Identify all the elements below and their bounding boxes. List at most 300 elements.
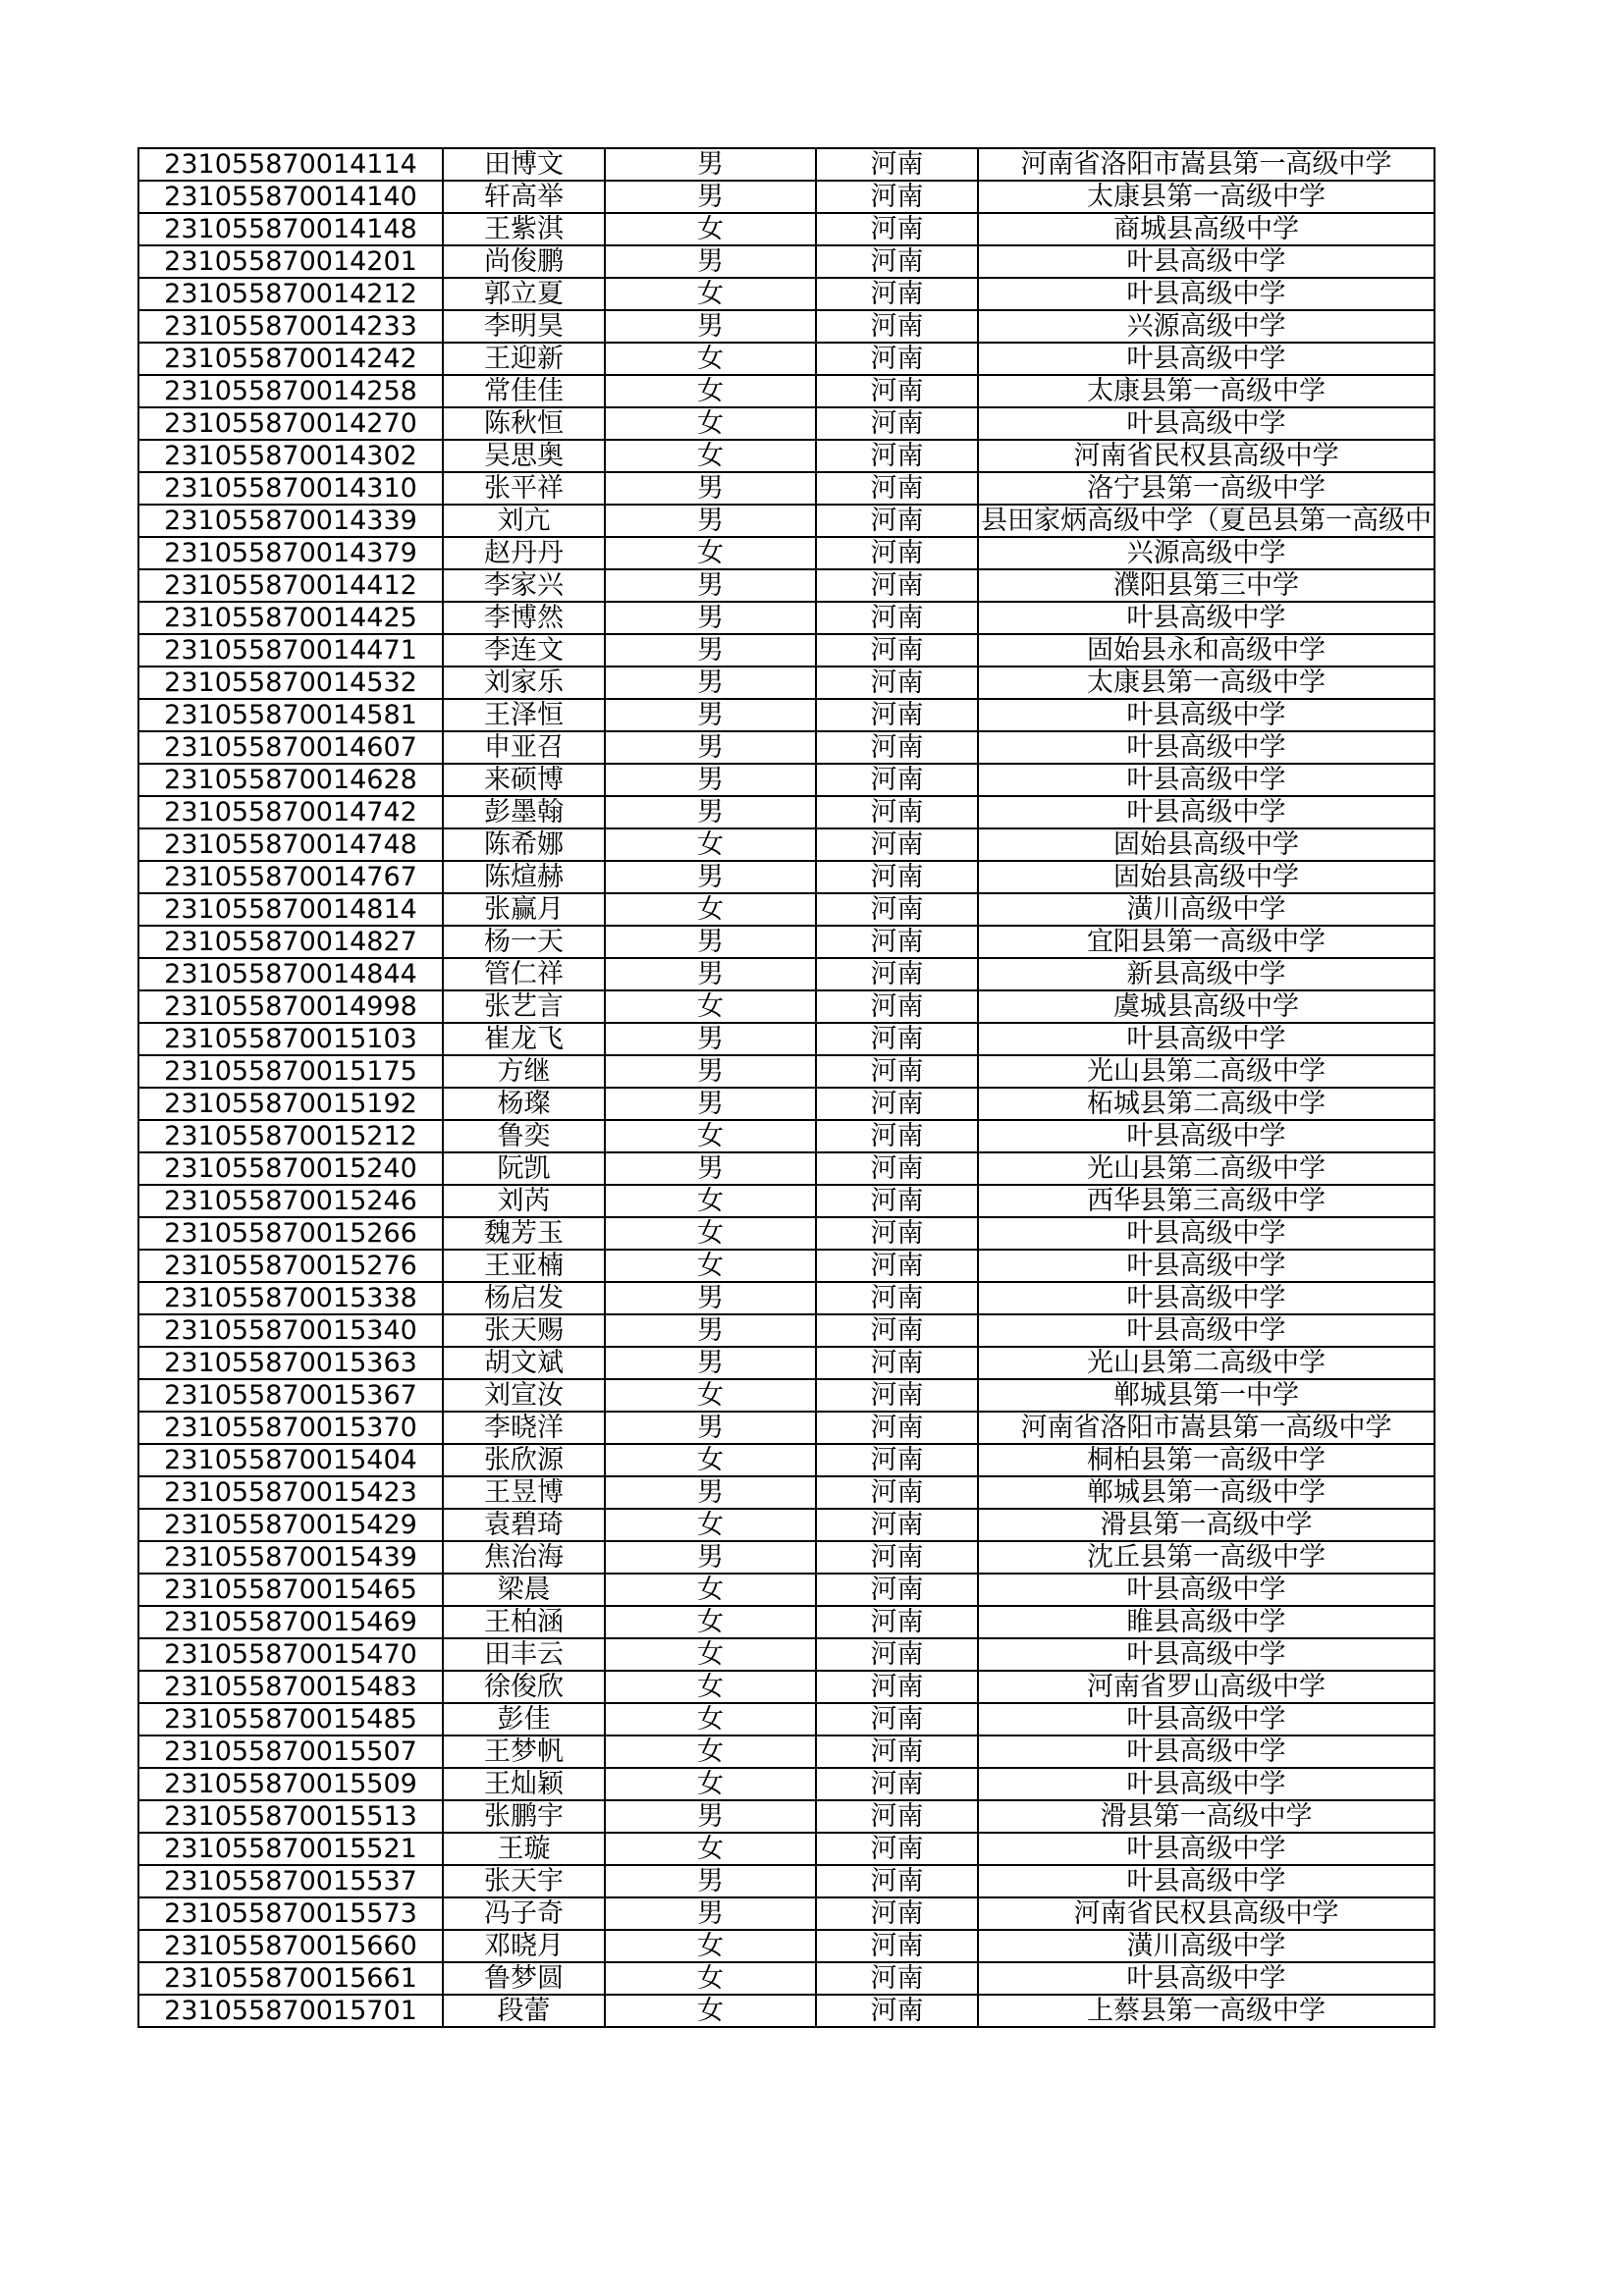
student-name-cell: 方继 bbox=[443, 1055, 605, 1088]
school-cell: 固始县高级中学 bbox=[978, 861, 1435, 893]
gender-cell: 男 bbox=[605, 1347, 816, 1379]
school-cell: 叶县高级中学 bbox=[978, 764, 1435, 796]
gender-cell: 女 bbox=[605, 1379, 816, 1412]
province-cell: 河南 bbox=[816, 1833, 978, 1865]
table-row bbox=[138, 1897, 1435, 1930]
candidate-id-cell: 231055870015246 bbox=[138, 1185, 443, 1217]
table-row bbox=[138, 1671, 1435, 1703]
table-row bbox=[138, 213, 1435, 245]
candidate-id-cell: 231055870015509 bbox=[138, 1768, 443, 1800]
table-row bbox=[138, 1833, 1435, 1865]
student-name-cell: 张鹏宇 bbox=[443, 1800, 605, 1833]
province-cell: 河南 bbox=[816, 1768, 978, 1800]
school-cell: 潢川高级中学 bbox=[978, 1930, 1435, 1962]
school-cell: 上蔡县第一高级中学 bbox=[978, 1995, 1435, 2027]
candidate-id-cell: 231055870015469 bbox=[138, 1606, 443, 1638]
table-row bbox=[138, 472, 1435, 505]
student-name-cell: 王迎新 bbox=[443, 343, 605, 375]
student-name-cell: 轩高举 bbox=[443, 181, 605, 213]
school-cell: 叶县高级中学 bbox=[978, 796, 1435, 828]
student-name-cell: 李博然 bbox=[443, 602, 605, 634]
student-name-cell: 彭佳 bbox=[443, 1703, 605, 1735]
gender-cell: 女 bbox=[605, 1185, 816, 1217]
school-cell: 濮阳县第三中学 bbox=[978, 569, 1435, 602]
gender-cell: 女 bbox=[605, 893, 816, 926]
table-row bbox=[138, 1930, 1435, 1962]
student-name-cell: 王亚楠 bbox=[443, 1250, 605, 1282]
table-row bbox=[138, 569, 1435, 602]
province-cell: 河南 bbox=[816, 1120, 978, 1152]
student-name-cell: 胡文斌 bbox=[443, 1347, 605, 1379]
table-row bbox=[138, 1800, 1435, 1833]
province-cell: 河南 bbox=[816, 764, 978, 796]
gender-cell: 男 bbox=[605, 926, 816, 958]
student-name-cell: 王紫淇 bbox=[443, 213, 605, 245]
province-cell: 河南 bbox=[816, 1930, 978, 1962]
school-cell: 叶县高级中学 bbox=[978, 1120, 1435, 1152]
candidate-id-cell: 231055870015701 bbox=[138, 1995, 443, 2027]
student-name-cell: 李连文 bbox=[443, 634, 605, 667]
candidate-id-cell: 231055870015266 bbox=[138, 1217, 443, 1250]
roster-table-body bbox=[138, 148, 1435, 2027]
gender-cell: 男 bbox=[605, 764, 816, 796]
school-cell: 太康县第一高级中学 bbox=[978, 181, 1435, 213]
table-row bbox=[138, 310, 1435, 343]
table-row bbox=[138, 148, 1435, 181]
gender-cell: 女 bbox=[605, 440, 816, 472]
province-cell: 河南 bbox=[816, 1509, 978, 1541]
gender-cell: 男 bbox=[605, 731, 816, 764]
province-cell: 河南 bbox=[816, 861, 978, 893]
gender-cell: 女 bbox=[605, 990, 816, 1023]
table-row bbox=[138, 1476, 1435, 1509]
candidate-id-cell: 231055870014742 bbox=[138, 796, 443, 828]
gender-cell: 男 bbox=[605, 861, 816, 893]
student-name-cell: 申亚召 bbox=[443, 731, 605, 764]
gender-cell: 女 bbox=[605, 1930, 816, 1962]
candidate-id-cell: 231055870015439 bbox=[138, 1541, 443, 1574]
province-cell: 河南 bbox=[816, 893, 978, 926]
student-name-cell: 杨启发 bbox=[443, 1282, 605, 1314]
province-cell: 河南 bbox=[816, 181, 978, 213]
gender-cell: 男 bbox=[605, 634, 816, 667]
school-cell: 叶县高级中学 bbox=[978, 1574, 1435, 1606]
school-cell: 兴源高级中学 bbox=[978, 310, 1435, 343]
province-cell: 河南 bbox=[816, 1347, 978, 1379]
candidate-id-cell: 231055870015507 bbox=[138, 1735, 443, 1768]
province-cell: 河南 bbox=[816, 667, 978, 699]
province-cell: 河南 bbox=[816, 1800, 978, 1833]
table-row bbox=[138, 1541, 1435, 1574]
gender-cell: 女 bbox=[605, 1703, 816, 1735]
gender-cell: 男 bbox=[605, 1897, 816, 1930]
student-name-cell: 张天宇 bbox=[443, 1865, 605, 1897]
gender-cell: 男 bbox=[605, 602, 816, 634]
school-cell: 叶县高级中学 bbox=[978, 245, 1435, 278]
gender-cell: 男 bbox=[605, 245, 816, 278]
province-cell: 河南 bbox=[816, 1055, 978, 1088]
school-cell: 叶县高级中学 bbox=[978, 602, 1435, 634]
candidate-id-cell: 231055870014998 bbox=[138, 990, 443, 1023]
school-cell: 滑县第一高级中学 bbox=[978, 1800, 1435, 1833]
school-cell: 叶县高级中学 bbox=[978, 1703, 1435, 1735]
gender-cell: 男 bbox=[605, 796, 816, 828]
gender-cell: 女 bbox=[605, 375, 816, 407]
province-cell: 河南 bbox=[816, 440, 978, 472]
student-name-cell: 尚俊鹏 bbox=[443, 245, 605, 278]
student-name-cell: 张艺言 bbox=[443, 990, 605, 1023]
student-name-cell: 梁晨 bbox=[443, 1574, 605, 1606]
table-row bbox=[138, 407, 1435, 440]
table-row bbox=[138, 1995, 1435, 2027]
student-name-cell: 田博文 bbox=[443, 148, 605, 181]
table-row bbox=[138, 375, 1435, 407]
school-cell: 叶县高级中学 bbox=[978, 731, 1435, 764]
table-row bbox=[138, 1638, 1435, 1671]
candidate-id-cell: 231055870014412 bbox=[138, 569, 443, 602]
gender-cell: 女 bbox=[605, 1574, 816, 1606]
table-row bbox=[138, 1962, 1435, 1995]
school-cell: 光山县第二高级中学 bbox=[978, 1055, 1435, 1088]
student-name-cell: 刘宣汝 bbox=[443, 1379, 605, 1412]
table-row bbox=[138, 1412, 1435, 1444]
school-cell: 叶县高级中学 bbox=[978, 1865, 1435, 1897]
student-name-cell: 张平祥 bbox=[443, 472, 605, 505]
candidate-id-cell: 231055870014302 bbox=[138, 440, 443, 472]
student-name-cell: 李家兴 bbox=[443, 569, 605, 602]
gender-cell: 男 bbox=[605, 569, 816, 602]
school-cell: 叶县高级中学 bbox=[978, 1735, 1435, 1768]
student-name-cell: 王梦帆 bbox=[443, 1735, 605, 1768]
student-name-cell: 杨一天 bbox=[443, 926, 605, 958]
gender-cell: 女 bbox=[605, 1995, 816, 2027]
province-cell: 河南 bbox=[816, 828, 978, 861]
gender-cell: 男 bbox=[605, 1800, 816, 1833]
table-row bbox=[138, 1509, 1435, 1541]
candidate-id-cell: 231055870014270 bbox=[138, 407, 443, 440]
province-cell: 河南 bbox=[816, 343, 978, 375]
school-cell: 叶县高级中学 bbox=[978, 1282, 1435, 1314]
province-cell: 河南 bbox=[816, 1865, 978, 1897]
school-cell: 叶县高级中学 bbox=[978, 1250, 1435, 1282]
candidate-id-cell: 231055870014628 bbox=[138, 764, 443, 796]
gender-cell: 女 bbox=[605, 1606, 816, 1638]
candidate-id-cell: 231055870015660 bbox=[138, 1930, 443, 1962]
candidate-id-cell: 231055870015367 bbox=[138, 1379, 443, 1412]
province-cell: 河南 bbox=[816, 1638, 978, 1671]
school-cell: 光山县第二高级中学 bbox=[978, 1152, 1435, 1185]
province-cell: 河南 bbox=[816, 1703, 978, 1735]
gender-cell: 女 bbox=[605, 278, 816, 310]
table-row bbox=[138, 1023, 1435, 1055]
province-cell: 河南 bbox=[816, 213, 978, 245]
candidate-id-cell: 231055870014233 bbox=[138, 310, 443, 343]
candidate-id-cell: 231055870014425 bbox=[138, 602, 443, 634]
student-name-cell: 王灿颖 bbox=[443, 1768, 605, 1800]
candidate-id-cell: 231055870015423 bbox=[138, 1476, 443, 1509]
student-name-cell: 张天赐 bbox=[443, 1314, 605, 1347]
table-row bbox=[138, 1379, 1435, 1412]
candidate-id-cell: 231055870014532 bbox=[138, 667, 443, 699]
student-name-cell: 彭墨翰 bbox=[443, 796, 605, 828]
student-name-cell: 管仁祥 bbox=[443, 958, 605, 990]
table-row bbox=[138, 1088, 1435, 1120]
gender-cell: 女 bbox=[605, 828, 816, 861]
gender-cell: 男 bbox=[605, 181, 816, 213]
candidate-id-cell: 231055870014471 bbox=[138, 634, 443, 667]
student-name-cell: 张赢月 bbox=[443, 893, 605, 926]
candidate-id-cell: 231055870015363 bbox=[138, 1347, 443, 1379]
school-cell: 固始县高级中学 bbox=[978, 828, 1435, 861]
student-name-cell: 焦治海 bbox=[443, 1541, 605, 1574]
province-cell: 河南 bbox=[816, 1574, 978, 1606]
province-cell: 河南 bbox=[816, 148, 978, 181]
student-name-cell: 王昱博 bbox=[443, 1476, 605, 1509]
school-cell: 光山县第二高级中学 bbox=[978, 1347, 1435, 1379]
school-cell: 河南省洛阳市嵩县第一高级中学 bbox=[978, 148, 1435, 181]
gender-cell: 男 bbox=[605, 472, 816, 505]
gender-cell: 女 bbox=[605, 1768, 816, 1800]
student-name-cell: 陈希娜 bbox=[443, 828, 605, 861]
table-row bbox=[138, 1703, 1435, 1735]
student-name-cell: 吴思奥 bbox=[443, 440, 605, 472]
table-row bbox=[138, 1120, 1435, 1152]
candidate-id-cell: 231055870015483 bbox=[138, 1671, 443, 1703]
province-cell: 河南 bbox=[816, 407, 978, 440]
candidate-id-cell: 231055870015513 bbox=[138, 1800, 443, 1833]
province-cell: 河南 bbox=[816, 505, 978, 537]
student-name-cell: 来硕博 bbox=[443, 764, 605, 796]
student-name-cell: 刘家乐 bbox=[443, 667, 605, 699]
table-row bbox=[138, 634, 1435, 667]
table-row bbox=[138, 1152, 1435, 1185]
student-name-cell: 李明昊 bbox=[443, 310, 605, 343]
gender-cell: 男 bbox=[605, 1055, 816, 1088]
student-name-cell: 陈煊赫 bbox=[443, 861, 605, 893]
province-cell: 河南 bbox=[816, 1185, 978, 1217]
table-row bbox=[138, 505, 1435, 537]
table-row bbox=[138, 667, 1435, 699]
school-cell: 虞城县高级中学 bbox=[978, 990, 1435, 1023]
province-cell: 河南 bbox=[816, 1476, 978, 1509]
province-cell: 河南 bbox=[816, 1962, 978, 1995]
candidate-id-cell: 231055870015485 bbox=[138, 1703, 443, 1735]
school-cell: 洛宁县第一高级中学 bbox=[978, 472, 1435, 505]
student-name-cell: 崔龙飞 bbox=[443, 1023, 605, 1055]
school-cell: 西华县第三高级中学 bbox=[978, 1185, 1435, 1217]
candidate-id-cell: 231055870015470 bbox=[138, 1638, 443, 1671]
gender-cell: 女 bbox=[605, 1444, 816, 1476]
province-cell: 河南 bbox=[816, 1897, 978, 1930]
candidate-id-cell: 231055870015429 bbox=[138, 1509, 443, 1541]
province-cell: 河南 bbox=[816, 699, 978, 731]
gender-cell: 女 bbox=[605, 537, 816, 569]
gender-cell: 女 bbox=[605, 343, 816, 375]
candidate-id-cell: 231055870015175 bbox=[138, 1055, 443, 1088]
candidate-id-cell: 231055870015103 bbox=[138, 1023, 443, 1055]
school-cell: 叶县高级中学 bbox=[978, 1023, 1435, 1055]
school-cell: 叶县高级中学 bbox=[978, 1833, 1435, 1865]
gender-cell: 男 bbox=[605, 310, 816, 343]
table-row bbox=[138, 990, 1435, 1023]
gender-cell: 女 bbox=[605, 1250, 816, 1282]
candidate-id-cell: 231055870015192 bbox=[138, 1088, 443, 1120]
table-row bbox=[138, 1185, 1435, 1217]
candidate-id-cell: 231055870015340 bbox=[138, 1314, 443, 1347]
student-name-cell: 王璇 bbox=[443, 1833, 605, 1865]
school-cell: 新县高级中学 bbox=[978, 958, 1435, 990]
candidate-id-cell: 231055870014339 bbox=[138, 505, 443, 537]
province-cell: 河南 bbox=[816, 1152, 978, 1185]
gender-cell: 男 bbox=[605, 1865, 816, 1897]
province-cell: 河南 bbox=[816, 634, 978, 667]
gender-cell: 男 bbox=[605, 1541, 816, 1574]
student-name-cell: 袁碧琦 bbox=[443, 1509, 605, 1541]
candidate-id-cell: 231055870015521 bbox=[138, 1833, 443, 1865]
gender-cell: 女 bbox=[605, 407, 816, 440]
province-cell: 河南 bbox=[816, 569, 978, 602]
gender-cell: 女 bbox=[605, 1735, 816, 1768]
table-row bbox=[138, 1768, 1435, 1800]
table-row bbox=[138, 958, 1435, 990]
school-cell: 商城县高级中学 bbox=[978, 213, 1435, 245]
school-cell: 叶县高级中学 bbox=[978, 1314, 1435, 1347]
candidate-id-cell: 231055870014310 bbox=[138, 472, 443, 505]
province-cell: 河南 bbox=[816, 1088, 978, 1120]
student-name-cell: 常佳佳 bbox=[443, 375, 605, 407]
student-name-cell: 张欣源 bbox=[443, 1444, 605, 1476]
province-cell: 河南 bbox=[816, 472, 978, 505]
table-row bbox=[138, 699, 1435, 731]
candidate-id-cell: 231055870014148 bbox=[138, 213, 443, 245]
school-cell: 叶县高级中学 bbox=[978, 407, 1435, 440]
student-name-cell: 杨璨 bbox=[443, 1088, 605, 1120]
gender-cell: 男 bbox=[605, 699, 816, 731]
gender-cell: 男 bbox=[605, 1152, 816, 1185]
candidate-id-cell: 231055870014212 bbox=[138, 278, 443, 310]
province-cell: 河南 bbox=[816, 990, 978, 1023]
gender-cell: 女 bbox=[605, 1638, 816, 1671]
table-row bbox=[138, 1250, 1435, 1282]
roster-table bbox=[137, 147, 1435, 2028]
table-row bbox=[138, 1314, 1435, 1347]
province-cell: 河南 bbox=[816, 796, 978, 828]
school-cell: 太康县第一高级中学 bbox=[978, 667, 1435, 699]
candidate-id-cell: 231055870015276 bbox=[138, 1250, 443, 1282]
school-cell: 潢川高级中学 bbox=[978, 893, 1435, 926]
candidate-id-cell: 231055870015404 bbox=[138, 1444, 443, 1476]
school-cell: 河南省民权县高级中学 bbox=[978, 1897, 1435, 1930]
gender-cell: 男 bbox=[605, 1023, 816, 1055]
student-name-cell: 徐俊欣 bbox=[443, 1671, 605, 1703]
school-cell: 叶县高级中学 bbox=[978, 1217, 1435, 1250]
student-name-cell: 田丰云 bbox=[443, 1638, 605, 1671]
school-cell: 睢县高级中学 bbox=[978, 1606, 1435, 1638]
gender-cell: 女 bbox=[605, 1509, 816, 1541]
candidate-id-cell: 231055870014114 bbox=[138, 148, 443, 181]
candidate-id-cell: 231055870015338 bbox=[138, 1282, 443, 1314]
school-cell: 叶县高级中学 bbox=[978, 1962, 1435, 1995]
province-cell: 河南 bbox=[816, 245, 978, 278]
school-cell: 河南省民权县高级中学 bbox=[978, 440, 1435, 472]
table-row bbox=[138, 1217, 1435, 1250]
table-row bbox=[138, 764, 1435, 796]
candidate-id-cell: 231055870015537 bbox=[138, 1865, 443, 1897]
candidate-id-cell: 231055870015370 bbox=[138, 1412, 443, 1444]
table-row bbox=[138, 1055, 1435, 1088]
province-cell: 河南 bbox=[816, 1379, 978, 1412]
table-row bbox=[138, 440, 1435, 472]
school-cell: 桐柏县第一高级中学 bbox=[978, 1444, 1435, 1476]
gender-cell: 女 bbox=[605, 1120, 816, 1152]
student-name-cell: 阮凯 bbox=[443, 1152, 605, 1185]
school-cell: 河南省罗山高级中学 bbox=[978, 1671, 1435, 1703]
school-cell: 郸城县第一中学 bbox=[978, 1379, 1435, 1412]
school-cell: 太康县第一高级中学 bbox=[978, 375, 1435, 407]
candidate-id-cell: 231055870014201 bbox=[138, 245, 443, 278]
candidate-id-cell: 231055870014379 bbox=[138, 537, 443, 569]
candidate-id-cell: 231055870014258 bbox=[138, 375, 443, 407]
table-row bbox=[138, 343, 1435, 375]
school-cell: 叶县高级中学 bbox=[978, 1768, 1435, 1800]
student-name-cell: 赵丹丹 bbox=[443, 537, 605, 569]
school-cell: 河南省洛阳市嵩县第一高级中学 bbox=[978, 1412, 1435, 1444]
school-cell: 叶县高级中学 bbox=[978, 699, 1435, 731]
gender-cell: 男 bbox=[605, 1412, 816, 1444]
table-row bbox=[138, 1347, 1435, 1379]
province-cell: 河南 bbox=[816, 1282, 978, 1314]
candidate-id-cell: 231055870015573 bbox=[138, 1897, 443, 1930]
candidate-id-cell: 231055870014607 bbox=[138, 731, 443, 764]
table-row bbox=[138, 1606, 1435, 1638]
school-cell: 叶县高级中学 bbox=[978, 278, 1435, 310]
province-cell: 河南 bbox=[816, 375, 978, 407]
candidate-id-cell: 231055870015661 bbox=[138, 1962, 443, 1995]
table-row bbox=[138, 861, 1435, 893]
gender-cell: 男 bbox=[605, 1476, 816, 1509]
school-cell: 滑县第一高级中学 bbox=[978, 1509, 1435, 1541]
student-name-cell: 刘亢 bbox=[443, 505, 605, 537]
gender-cell: 女 bbox=[605, 1962, 816, 1995]
student-name-cell: 鲁奕 bbox=[443, 1120, 605, 1152]
province-cell: 河南 bbox=[816, 1541, 978, 1574]
table-row bbox=[138, 1282, 1435, 1314]
table-row bbox=[138, 893, 1435, 926]
gender-cell: 男 bbox=[605, 1282, 816, 1314]
student-name-cell: 邓晓月 bbox=[443, 1930, 605, 1962]
table-row bbox=[138, 926, 1435, 958]
school-cell: 固始县永和高级中学 bbox=[978, 634, 1435, 667]
candidate-id-cell: 231055870014814 bbox=[138, 893, 443, 926]
candidate-id-cell: 231055870014748 bbox=[138, 828, 443, 861]
candidate-id-cell: 231055870014242 bbox=[138, 343, 443, 375]
gender-cell: 女 bbox=[605, 213, 816, 245]
school-cell: 叶县高级中学 bbox=[978, 343, 1435, 375]
school-cell: 郸城县第一高级中学 bbox=[978, 1476, 1435, 1509]
province-cell: 河南 bbox=[816, 278, 978, 310]
candidate-id-cell: 231055870015465 bbox=[138, 1574, 443, 1606]
gender-cell: 男 bbox=[605, 148, 816, 181]
province-cell: 河南 bbox=[816, 1023, 978, 1055]
province-cell: 河南 bbox=[816, 1250, 978, 1282]
gender-cell: 男 bbox=[605, 505, 816, 537]
school-cell: 县田家炳高级中学（夏邑县第一高级中 bbox=[978, 505, 1435, 537]
province-cell: 河南 bbox=[816, 602, 978, 634]
table-row bbox=[138, 1574, 1435, 1606]
gender-cell: 女 bbox=[605, 1833, 816, 1865]
province-cell: 河南 bbox=[816, 926, 978, 958]
table-row bbox=[138, 602, 1435, 634]
